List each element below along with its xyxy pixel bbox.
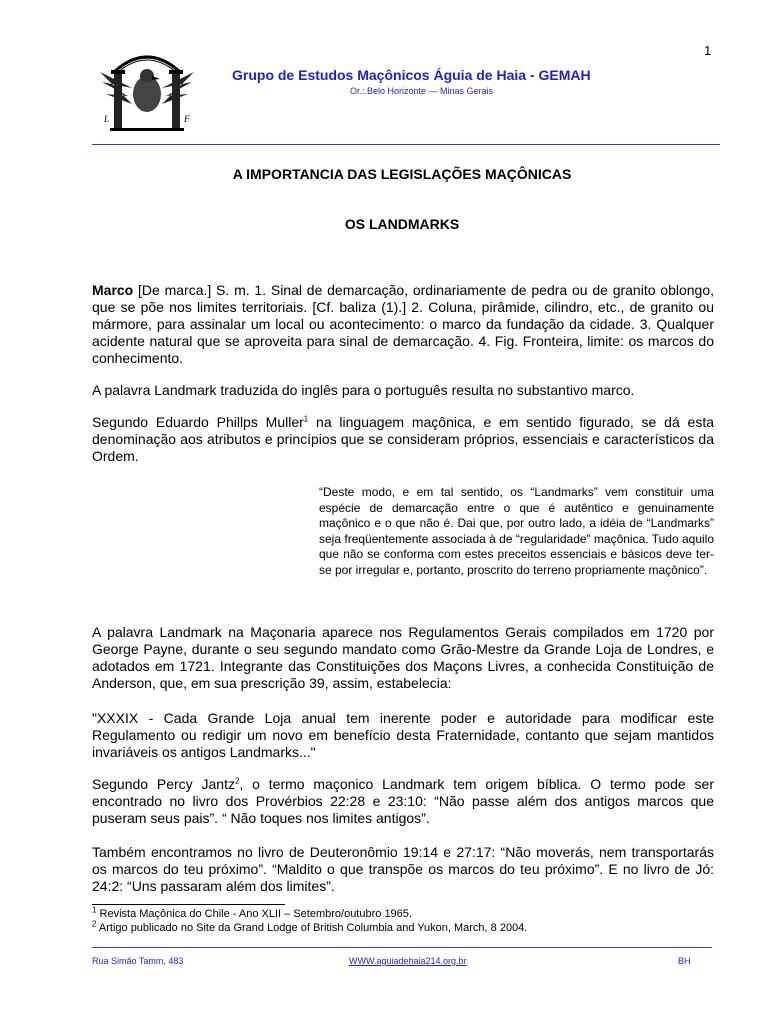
defined-term: Marco bbox=[92, 282, 134, 298]
paragraph-muller: Segundo Eduardo Phillps Muller$^1$ na linguagem maçônica, e em sentido figurado, se dá esta denominação aos atributos e princípios que se consideram próprios, essenciais e característicos da Ordem. bbox=[92, 414, 714, 464]
document-subtitle: OS LANDMARKS bbox=[344, 216, 460, 232]
block-quote: “Deste modo, e em tal sentido, os “Landmarks” vem constituir uma espécie de demarcação entre o que é autêntico e genuinamente maçônico e o que não é. Dai que, por outro lado, a idéia de “Landmarks” seja freqüentemente associada à de “regularidade” maçônica. Tudo aquilo que não se conforma com estes preceitos essenciais e básicos deve ter-se por irregular e, portanto, proscrito do terreno propriamente maçônico”. bbox=[319, 485, 714, 577]
paragraph-deuteronomy: Também encontramos no livro de Deuteronômio 19:14 e 27:17: “Não moverás, nem transportarás os marcos do teu próximo”. “Maldito o que transpõe os marcos do teu próximo”. E no livro de Jó: 24:2: “Uns passaram além dos limites”. bbox=[92, 844, 714, 894]
header-divider bbox=[92, 144, 720, 145]
paragraph-payne: A palavra Landmark na Maçonaria aparece nos Regulamentos Gerais compilados em 1720 por George Payne, durante o seu segundo mandato como Grão-Mestre da Grande Loja de Londres, e adotados em 1721. Integrante das Constituições dos Maçons Livres, a conhecida Constituição de Anderson, que, em sua prescrição 39, assim, estabelecia: bbox=[92, 624, 714, 691]
organization-location: Or.:.Belo Horizonte — Minas Gerais bbox=[350, 86, 494, 96]
page-number: 1 bbox=[704, 43, 712, 58]
paragraph-translation: A palavra Landmark traduzida do inglês para o português resulta no substantivo marco. bbox=[92, 382, 635, 398]
footnotes bbox=[92, 907, 527, 935]
masonic-eagle-logo bbox=[92, 42, 202, 134]
organization-name: Grupo de Estudos Maçônicos Águia de Haia - GEMAH bbox=[232, 67, 591, 83]
paragraph-definition bbox=[92, 282, 714, 367]
logo-letter-l: L bbox=[104, 114, 110, 124]
footer-website-link[interactable]: WWW.aguiadehaia214.org.br bbox=[349, 956, 467, 966]
logo-letter-f: F bbox=[184, 114, 190, 124]
footer-divider bbox=[92, 947, 712, 948]
paragraph-regulation-39: "XXXIX - Cada Grande Loja anual tem inerente poder e autoridade para modificar este Regulamento ou redigir um novo em benefício desta Fraternidade, contanto que sejam mantidos invariáveis os antigos Landmarks..." bbox=[92, 710, 714, 760]
footnote-divider bbox=[92, 904, 285, 905]
footnote-2: $^2$ Artigo publicado no Site da Grand Lodge of British Columbia and Yukon, March, 8 2004. bbox=[92, 919, 528, 934]
definition-text: [De marca.] S. m. 1. Sinal de demarcação, ordinariamente de pedra ou de granito oblongo, que se põe nos limites territoriais. [Cf. baliza (1).] 2. Coluna, pirâmide, cilindro, etc., de granito ou mármore, para assinalar um local ou acontecimento: o marco da fundação da cidade. 3. Qualquer acidente natural que se aproveita para sinal de demarcação. 4. Fig. Fronteira, limite: os marcos do conhecimento. bbox=[92, 282, 714, 366]
paragraph-jantz: Segundo Percy Jantz$^2$, o termo maçonico Landmark tem origem bíblica. O termo pode ser encontrado no livro dos Provérbios 22:28 e 23:10: “Não passe além dos antigos marcos que puseram seus pais”. “ Não toques nos limites antigos”. bbox=[92, 776, 714, 826]
footnote-1: $^1$ Revista Maçônica do Chile - Ano XLII – Setembro/outubro 1965. bbox=[92, 905, 412, 920]
footnote-ref-1: 1 bbox=[303, 414, 309, 424]
document-title: A IMPORTANCIA DAS LEGISLAÇÕES MAÇÔNICAS bbox=[232, 166, 572, 182]
footer-city: BH bbox=[678, 956, 691, 966]
footer-address: Rua Simão Tamm, 483 bbox=[92, 956, 184, 966]
footnote-ref-2: 2 bbox=[234, 776, 240, 786]
